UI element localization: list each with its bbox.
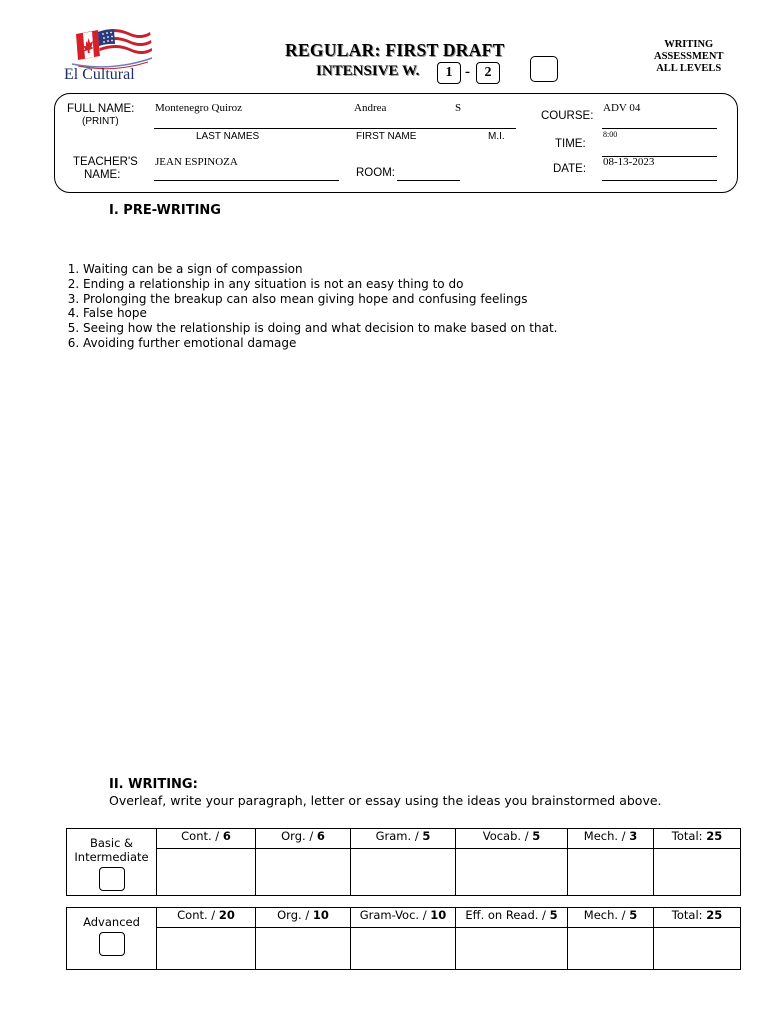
week-from-box[interactable]: 1 bbox=[437, 62, 461, 84]
heading-line-2: ASSESSMENT bbox=[654, 51, 724, 62]
mech-score-cell[interactable] bbox=[568, 928, 654, 970]
teacher-label: TEACHER'S bbox=[73, 156, 138, 168]
cont-header: Cont. / 20 bbox=[157, 908, 256, 928]
print-label: (PRINT) bbox=[82, 116, 119, 127]
list-item: 2. Ending a relationship in any situation is not an easy thing to do bbox=[83, 277, 695, 292]
prewriting-title: I. PRE-WRITING bbox=[109, 203, 221, 218]
week-separator: - bbox=[465, 64, 470, 80]
gram-voc-score-cell[interactable] bbox=[351, 928, 456, 970]
writing-title: II. WRITING: bbox=[109, 777, 198, 792]
advanced-level-cell bbox=[67, 908, 157, 970]
room-label: ROOM: bbox=[356, 167, 395, 179]
room-underline bbox=[397, 180, 460, 181]
advanced-label: Advanced bbox=[83, 915, 140, 929]
date-underline bbox=[602, 180, 717, 181]
gram-voc-header: Gram-Voc. / 10 bbox=[351, 908, 456, 928]
mech-header: Mech. / 5 bbox=[568, 908, 654, 928]
date-label: DATE: bbox=[553, 163, 587, 175]
org-header: Org. / 6 bbox=[256, 829, 351, 849]
time-value[interactable]: 8:00 bbox=[603, 130, 618, 139]
assessment-heading bbox=[654, 39, 723, 75]
eff-on-read-header: Eff. on Read. / 5 bbox=[456, 908, 568, 928]
total-header: Total: 25 bbox=[654, 829, 741, 849]
advanced-score-table bbox=[66, 907, 741, 970]
list-item: 1. Waiting can be a sign of compassion bbox=[83, 262, 695, 277]
logo-text: El Cultural bbox=[64, 66, 135, 83]
name-underline bbox=[154, 128, 516, 129]
vocab-header: Vocab. / 5 bbox=[456, 829, 568, 849]
writing-instructions: Overleaf, write your paragraph, letter or essay using the ideas you brainstormed above. bbox=[109, 793, 662, 808]
course-underline bbox=[602, 128, 717, 129]
total-header: Total: 25 bbox=[654, 908, 741, 928]
mi-caption: M.I. bbox=[488, 131, 505, 142]
org-header: Org. / 10 bbox=[256, 908, 351, 928]
cont-score-cell[interactable] bbox=[157, 849, 256, 896]
first-name-caption: FIRST NAME bbox=[356, 131, 417, 142]
list-item: 6. Avoiding further emotional damage bbox=[83, 336, 695, 351]
org-score-cell[interactable] bbox=[256, 849, 351, 896]
intermediate-label: Intermediate bbox=[74, 850, 149, 864]
gram-header: Gram. / 5 bbox=[351, 829, 456, 849]
list-item: 5. Seeing how the relationship is doing and what decision to make based on that. bbox=[83, 321, 695, 336]
full-name-label: FULL NAME: bbox=[67, 103, 135, 115]
vocab-score-cell[interactable] bbox=[456, 849, 568, 896]
first-name-value[interactable]: Andrea bbox=[354, 102, 387, 114]
draft-checkbox[interactable] bbox=[530, 56, 558, 82]
mech-header: Mech. / 3 bbox=[568, 829, 654, 849]
week-to-box[interactable]: 2 bbox=[476, 62, 500, 84]
course-value[interactable]: ADV 04 bbox=[603, 102, 641, 114]
time-label: TIME: bbox=[555, 138, 586, 150]
last-names-value[interactable]: Montenegro Quiroz bbox=[155, 102, 243, 114]
form-title: REGULAR: FIRST DRAFT bbox=[285, 40, 505, 60]
basic-score-table bbox=[66, 828, 741, 896]
cont-header: Cont. / 6 bbox=[157, 829, 256, 849]
flags-icon bbox=[62, 26, 162, 70]
course-label: COURSE: bbox=[541, 110, 594, 122]
teacher-value[interactable]: JEAN ESPINOZA bbox=[155, 156, 238, 168]
mech-score-cell[interactable] bbox=[568, 849, 654, 896]
middle-initial-value[interactable]: S bbox=[455, 102, 462, 114]
list-item: 3. Prolonging the breakup can also mean giving hope and confusing feelings bbox=[83, 292, 695, 307]
basic-label: Basic & bbox=[89, 836, 134, 850]
list-item: 4. False hope bbox=[83, 306, 695, 321]
total-score-cell[interactable] bbox=[654, 928, 741, 970]
last-names-caption: LAST NAMES bbox=[196, 131, 260, 142]
advanced-checkbox[interactable] bbox=[99, 932, 125, 956]
teacher-underline bbox=[154, 180, 339, 181]
heading-line-3: ALL LEVELS bbox=[656, 63, 722, 74]
gram-score-cell[interactable] bbox=[351, 849, 456, 896]
org-score-cell[interactable] bbox=[256, 928, 351, 970]
prewriting-list bbox=[55, 262, 695, 351]
cont-score-cell[interactable] bbox=[157, 928, 256, 970]
form-subtitle: INTENSIVE W. bbox=[316, 63, 420, 79]
eff-on-read-score-cell[interactable] bbox=[456, 928, 568, 970]
date-value[interactable]: 08-13-2023 bbox=[603, 156, 655, 168]
teacher-name-label: NAME: bbox=[84, 169, 121, 181]
basic-level-cell bbox=[67, 829, 157, 896]
total-score-cell[interactable] bbox=[654, 849, 741, 896]
heading-line-1: WRITING bbox=[664, 39, 714, 50]
basic-checkbox[interactable] bbox=[99, 867, 125, 891]
